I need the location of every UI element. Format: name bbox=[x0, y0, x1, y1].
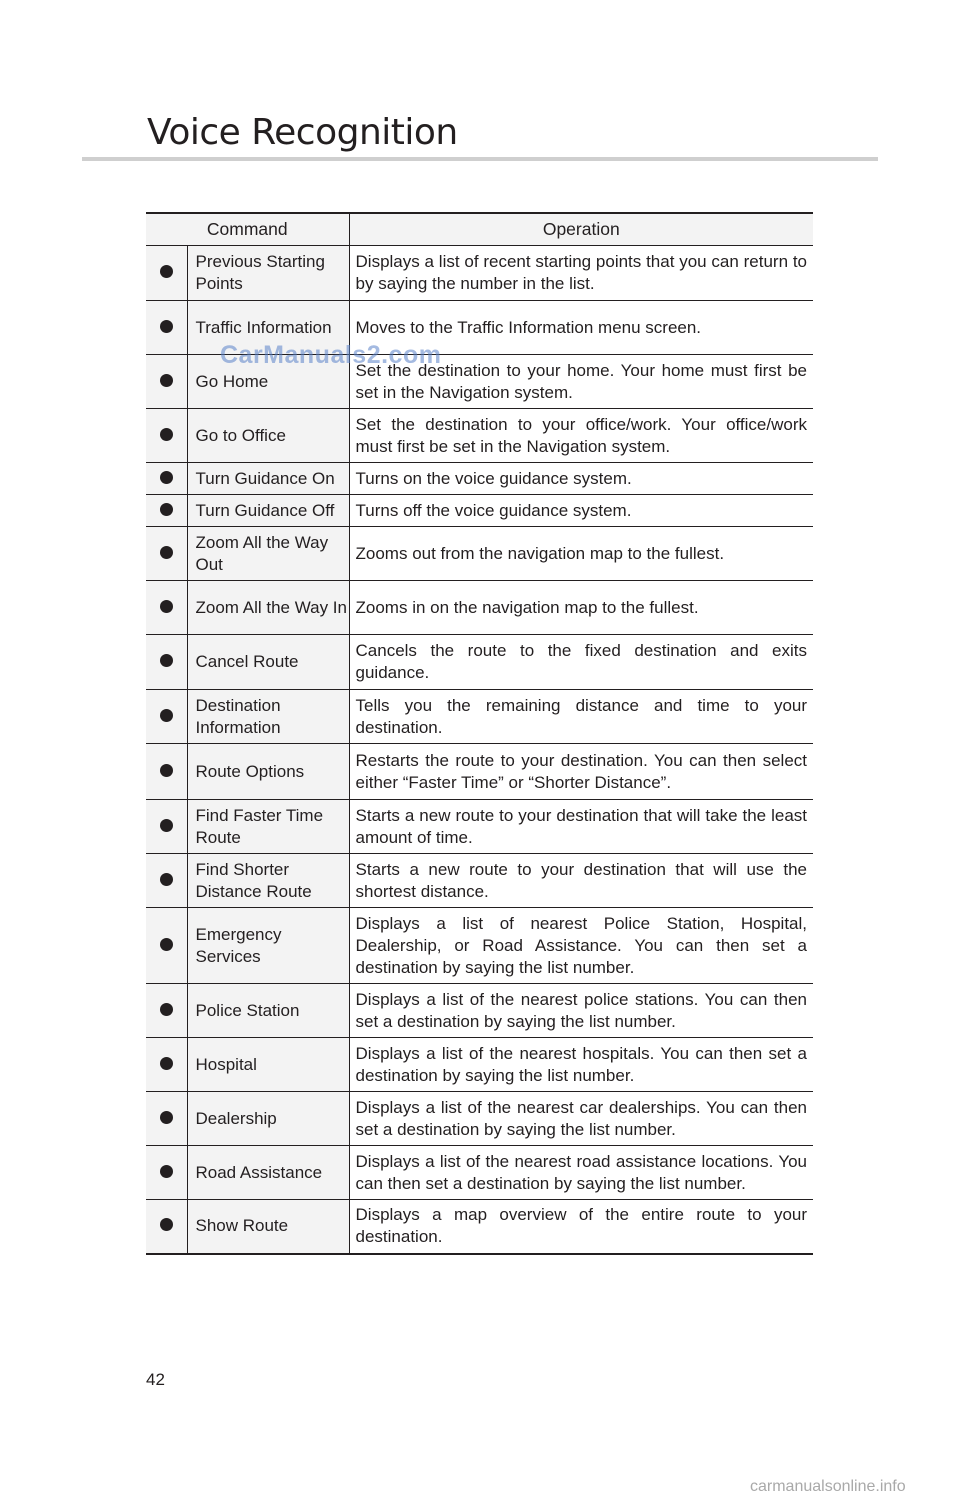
operation-cell: Turns on the voice guidance system. bbox=[349, 463, 813, 495]
table-row bbox=[146, 635, 813, 690]
operation-cell: Starts a new route to your destination that will take the least amount of time. bbox=[349, 800, 813, 854]
bullet-icon bbox=[160, 1057, 173, 1070]
operation-cell: Displays a list of the nearest police stations. You can then set a destination by saying the list number. bbox=[349, 984, 813, 1038]
operation-cell: Tells you the remaining distance and time to your destination. bbox=[349, 690, 813, 744]
bullet-cell bbox=[146, 800, 187, 854]
command-cell: Find Faster Time Route bbox=[187, 800, 349, 854]
table-row bbox=[146, 1146, 813, 1200]
bullet-icon bbox=[160, 873, 173, 886]
operation-cell: Displays a list of nearest Police Station, Hospital, Dealership, or Road Assistance. You can then set a destination by saying the list number. bbox=[349, 908, 813, 984]
command-cell: Destination Information bbox=[187, 690, 349, 744]
table-row bbox=[146, 984, 813, 1038]
operation-cell: Displays a list of the nearest car dealerships. You can then set a destination by saying the list number. bbox=[349, 1092, 813, 1146]
command-cell: Police Station bbox=[187, 984, 349, 1038]
command-cell: Cancel Route bbox=[187, 635, 349, 690]
bullet-cell bbox=[146, 495, 187, 527]
page-number: 42 bbox=[146, 1370, 165, 1389]
bullet-icon bbox=[160, 600, 173, 613]
operation-cell: Moves to the Traffic Information menu screen. bbox=[349, 301, 813, 355]
operation-cell: Displays a list of the nearest road assistance locations. You can then set a destination by saying the list number. bbox=[349, 1146, 813, 1200]
bullet-cell bbox=[146, 908, 187, 984]
bullet-icon bbox=[160, 320, 173, 333]
operation-cell: Displays a list of recent starting points that you can return to by saying the number in the list. bbox=[349, 246, 813, 301]
bullet-cell bbox=[146, 463, 187, 495]
command-cell: Previous Starting Points bbox=[187, 246, 349, 301]
table-row bbox=[146, 690, 813, 744]
command-cell: Go Home bbox=[187, 355, 349, 409]
table-row bbox=[146, 581, 813, 635]
bullet-cell bbox=[146, 984, 187, 1038]
operation-cell: Restarts the route to your destination. You can then select either “Faster Time” or “Shorter Distance”. bbox=[349, 744, 813, 800]
command-cell: Zoom All the Way Out bbox=[187, 527, 349, 581]
bullet-icon bbox=[160, 546, 173, 559]
command-cell: Zoom All the Way In bbox=[187, 581, 349, 635]
operation-cell: Set the destination to your office/work. Your office/work must first be set in the Navigation system. bbox=[349, 409, 813, 463]
command-cell: Route Options bbox=[187, 744, 349, 800]
bullet-cell bbox=[146, 1038, 187, 1092]
column-header-command: Command bbox=[146, 213, 349, 246]
command-cell: Go to Office bbox=[187, 409, 349, 463]
bullet-cell bbox=[146, 635, 187, 690]
operation-cell: Displays a list of the nearest hospitals. You can then set a destination by saying the list number. bbox=[349, 1038, 813, 1092]
command-cell: Road Assistance bbox=[187, 1146, 349, 1200]
column-header-operation: Operation bbox=[349, 213, 813, 246]
table-row bbox=[146, 744, 813, 800]
table-row bbox=[146, 1038, 813, 1092]
table-body bbox=[146, 246, 813, 1254]
bullet-cell bbox=[146, 581, 187, 635]
bullet-icon bbox=[160, 265, 173, 278]
bullet-cell bbox=[146, 1092, 187, 1146]
bullet-icon bbox=[160, 1111, 173, 1124]
command-cell: Turn Guidance On bbox=[187, 463, 349, 495]
operation-cell: Turns off the voice guidance system. bbox=[349, 495, 813, 527]
bullet-cell bbox=[146, 744, 187, 800]
bullet-cell bbox=[146, 854, 187, 908]
bullet-icon bbox=[160, 428, 173, 441]
table-row bbox=[146, 409, 813, 463]
bullet-cell bbox=[146, 690, 187, 744]
table-row bbox=[146, 246, 813, 301]
command-cell: Find Shorter Distance Route bbox=[187, 854, 349, 908]
title-divider bbox=[82, 157, 878, 161]
operation-cell: Set the destination to your home. Your home must first be set in the Navigation system. bbox=[349, 355, 813, 409]
bullet-icon bbox=[160, 709, 173, 722]
bullet-icon bbox=[160, 503, 173, 516]
bullet-cell bbox=[146, 527, 187, 581]
command-cell: Traffic Information bbox=[187, 301, 349, 355]
command-cell: Dealership bbox=[187, 1092, 349, 1146]
command-cell: Hospital bbox=[187, 1038, 349, 1092]
watermark-bottom: carmanualsonline.info bbox=[750, 1478, 906, 1495]
table-row bbox=[146, 800, 813, 854]
table-row bbox=[146, 527, 813, 581]
bullet-icon bbox=[160, 374, 173, 387]
operation-cell: Cancels the route to the fixed destination and exits guidance. bbox=[349, 635, 813, 690]
command-cell: Turn Guidance Off bbox=[187, 495, 349, 527]
table-row bbox=[146, 463, 813, 495]
table-row bbox=[146, 1200, 813, 1254]
bullet-icon bbox=[160, 654, 173, 667]
watermark-top: CarManuals2.com bbox=[220, 341, 442, 369]
operation-cell: Zooms out from the navigation map to the fullest. bbox=[349, 527, 813, 581]
bullet-icon bbox=[160, 819, 173, 832]
bullet-icon bbox=[160, 1003, 173, 1016]
operation-cell: Zooms in on the navigation map to the fullest. bbox=[349, 581, 813, 635]
bullet-icon bbox=[160, 764, 173, 777]
table-row bbox=[146, 908, 813, 984]
bullet-cell bbox=[146, 246, 187, 301]
bullet-cell bbox=[146, 1146, 187, 1200]
bullet-icon bbox=[160, 1218, 173, 1231]
operation-cell: Starts a new route to your destination that will use the shortest distance. bbox=[349, 854, 813, 908]
bullet-icon bbox=[160, 471, 173, 484]
table-row bbox=[146, 495, 813, 527]
command-cell: Emergency Services bbox=[187, 908, 349, 984]
bullet-cell bbox=[146, 409, 187, 463]
bullet-cell bbox=[146, 355, 187, 409]
page-title: Voice Recognition bbox=[147, 112, 458, 153]
bullet-cell bbox=[146, 1200, 187, 1254]
bullet-icon bbox=[160, 938, 173, 951]
command-cell: Show Route bbox=[187, 1200, 349, 1254]
table-row bbox=[146, 1092, 813, 1146]
bullet-icon bbox=[160, 1165, 173, 1178]
table-header-row bbox=[146, 213, 813, 246]
operation-cell: Displays a map overview of the entire route to your destination. bbox=[349, 1200, 813, 1254]
table-row bbox=[146, 854, 813, 908]
bullet-cell bbox=[146, 301, 187, 355]
